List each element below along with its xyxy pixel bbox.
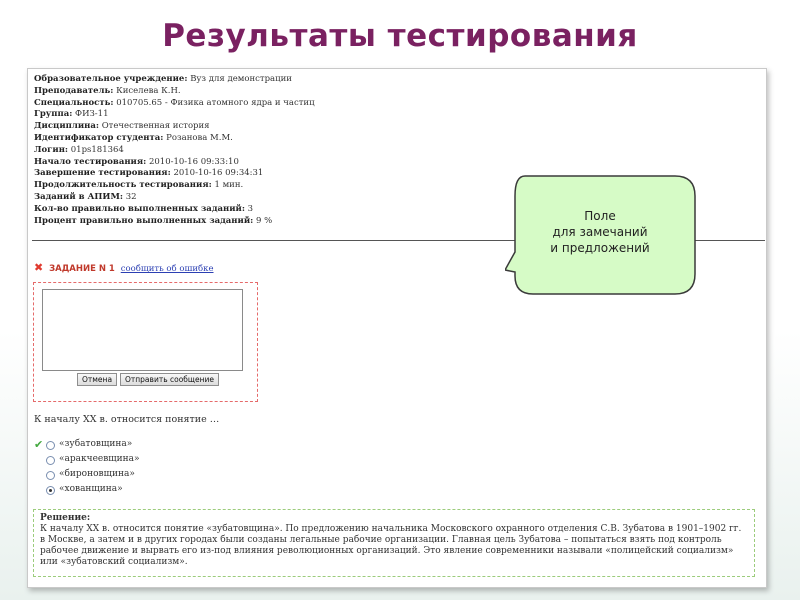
info-row [34, 168, 315, 180]
info-label: Процент правильно выполненных заданий: [34, 215, 254, 226]
answer-radio[interactable] [46, 486, 55, 495]
wrong-answer-icon: ✖ [34, 261, 44, 274]
info-label: Заданий в АПИМ: [34, 191, 123, 202]
info-row [34, 133, 315, 145]
info-label: Начало тестирования: [34, 156, 147, 167]
info-label: Продолжительность тестирования: [34, 180, 212, 191]
info-value: 1 мин. [214, 180, 244, 191]
info-label: Специальность: [34, 97, 114, 108]
info-label: Логин: [34, 144, 69, 155]
report-error-form [33, 282, 258, 402]
info-label: Группа: [34, 109, 73, 120]
answer-label: «хованщина» [59, 484, 123, 494]
callout-line-2: для замечаний [552, 225, 648, 239]
callout-text [505, 208, 695, 256]
info-value: Розанова М.М. [166, 132, 233, 143]
info-row [34, 121, 315, 133]
info-value: ФИЗ-11 [75, 109, 109, 120]
info-label: Завершение тестирования: [34, 168, 171, 179]
info-label: Кол-во правильно выполненных заданий: [34, 203, 245, 214]
info-label: Дисциплина: [34, 121, 100, 132]
info-label: Образовательное учреждение: [34, 74, 188, 84]
info-row [34, 74, 315, 86]
callout-line-1: Поле [584, 209, 616, 223]
question-text: К началу XX в. относится понятие … [34, 414, 220, 425]
info-value: 010705.65 - Физика атомного ядра и частиц [116, 97, 315, 108]
info-value: 9 % [255, 215, 273, 226]
info-value: 2010-10-16 09:34:31 [173, 168, 264, 179]
info-row [34, 180, 315, 192]
correct-check-icon: ✔ [34, 438, 44, 451]
info-value: Киселева К.Н. [116, 85, 181, 96]
answer-radio[interactable] [46, 471, 55, 480]
info-row [34, 192, 315, 204]
slide-title: Результаты тестирования [162, 18, 638, 54]
info-row [34, 109, 315, 121]
answer-label: «зубатовщина» [59, 439, 133, 449]
info-row [34, 98, 315, 110]
comments-callout [505, 174, 705, 299]
info-value: 01ps181364 [70, 144, 124, 155]
info-row [34, 157, 315, 169]
test-info [34, 74, 315, 227]
task-title: ЗАДАНИЕ N 1 [49, 264, 115, 274]
report-message-input[interactable] [42, 289, 243, 371]
info-row [34, 86, 315, 98]
answer-radio[interactable] [46, 441, 55, 450]
info-row [34, 216, 315, 228]
send-message-button[interactable]: Отправить сообщение [120, 373, 219, 386]
info-label: Преподаватель: [34, 85, 114, 96]
solution-text: К началу XX в. относится понятие «зубатовщина». По предложению начальника Московского охранного отделения С.В. Зубатова в 1901–1902 гг. в Москве, а затем и в других городах были созданы легальные рабочие организации. Главная цель Зубатова – попытаться взять под контроль рабочее движение и вырвать его из-под влияния революционных организаций. Это явление современники называли «полицейский социализм» или «зубатовский социализм». [40, 524, 742, 567]
info-value: Вуз для демонстрации [190, 74, 292, 84]
report-error-link[interactable]: сообщить об ошибке [120, 264, 214, 274]
info-value: Отечественная история [101, 121, 210, 132]
test-results-panel [27, 68, 767, 588]
info-value: 32 [125, 191, 137, 202]
info-row [34, 145, 315, 157]
task-header [34, 261, 214, 274]
solution-heading: Решение: [40, 513, 91, 523]
info-row [34, 204, 315, 216]
answer-radio[interactable] [46, 456, 55, 465]
answer-label: «аракчеевщина» [59, 454, 140, 464]
cancel-button[interactable]: Отмена [77, 373, 117, 386]
answer-label: «бироновщина» [59, 469, 135, 479]
info-value: 2010-10-16 09:33:10 [148, 156, 239, 167]
solution-box [33, 509, 755, 577]
info-value: 3 [247, 203, 254, 214]
callout-line-3: и предложений [550, 241, 650, 255]
info-label: Идентификатор студента: [34, 132, 164, 143]
